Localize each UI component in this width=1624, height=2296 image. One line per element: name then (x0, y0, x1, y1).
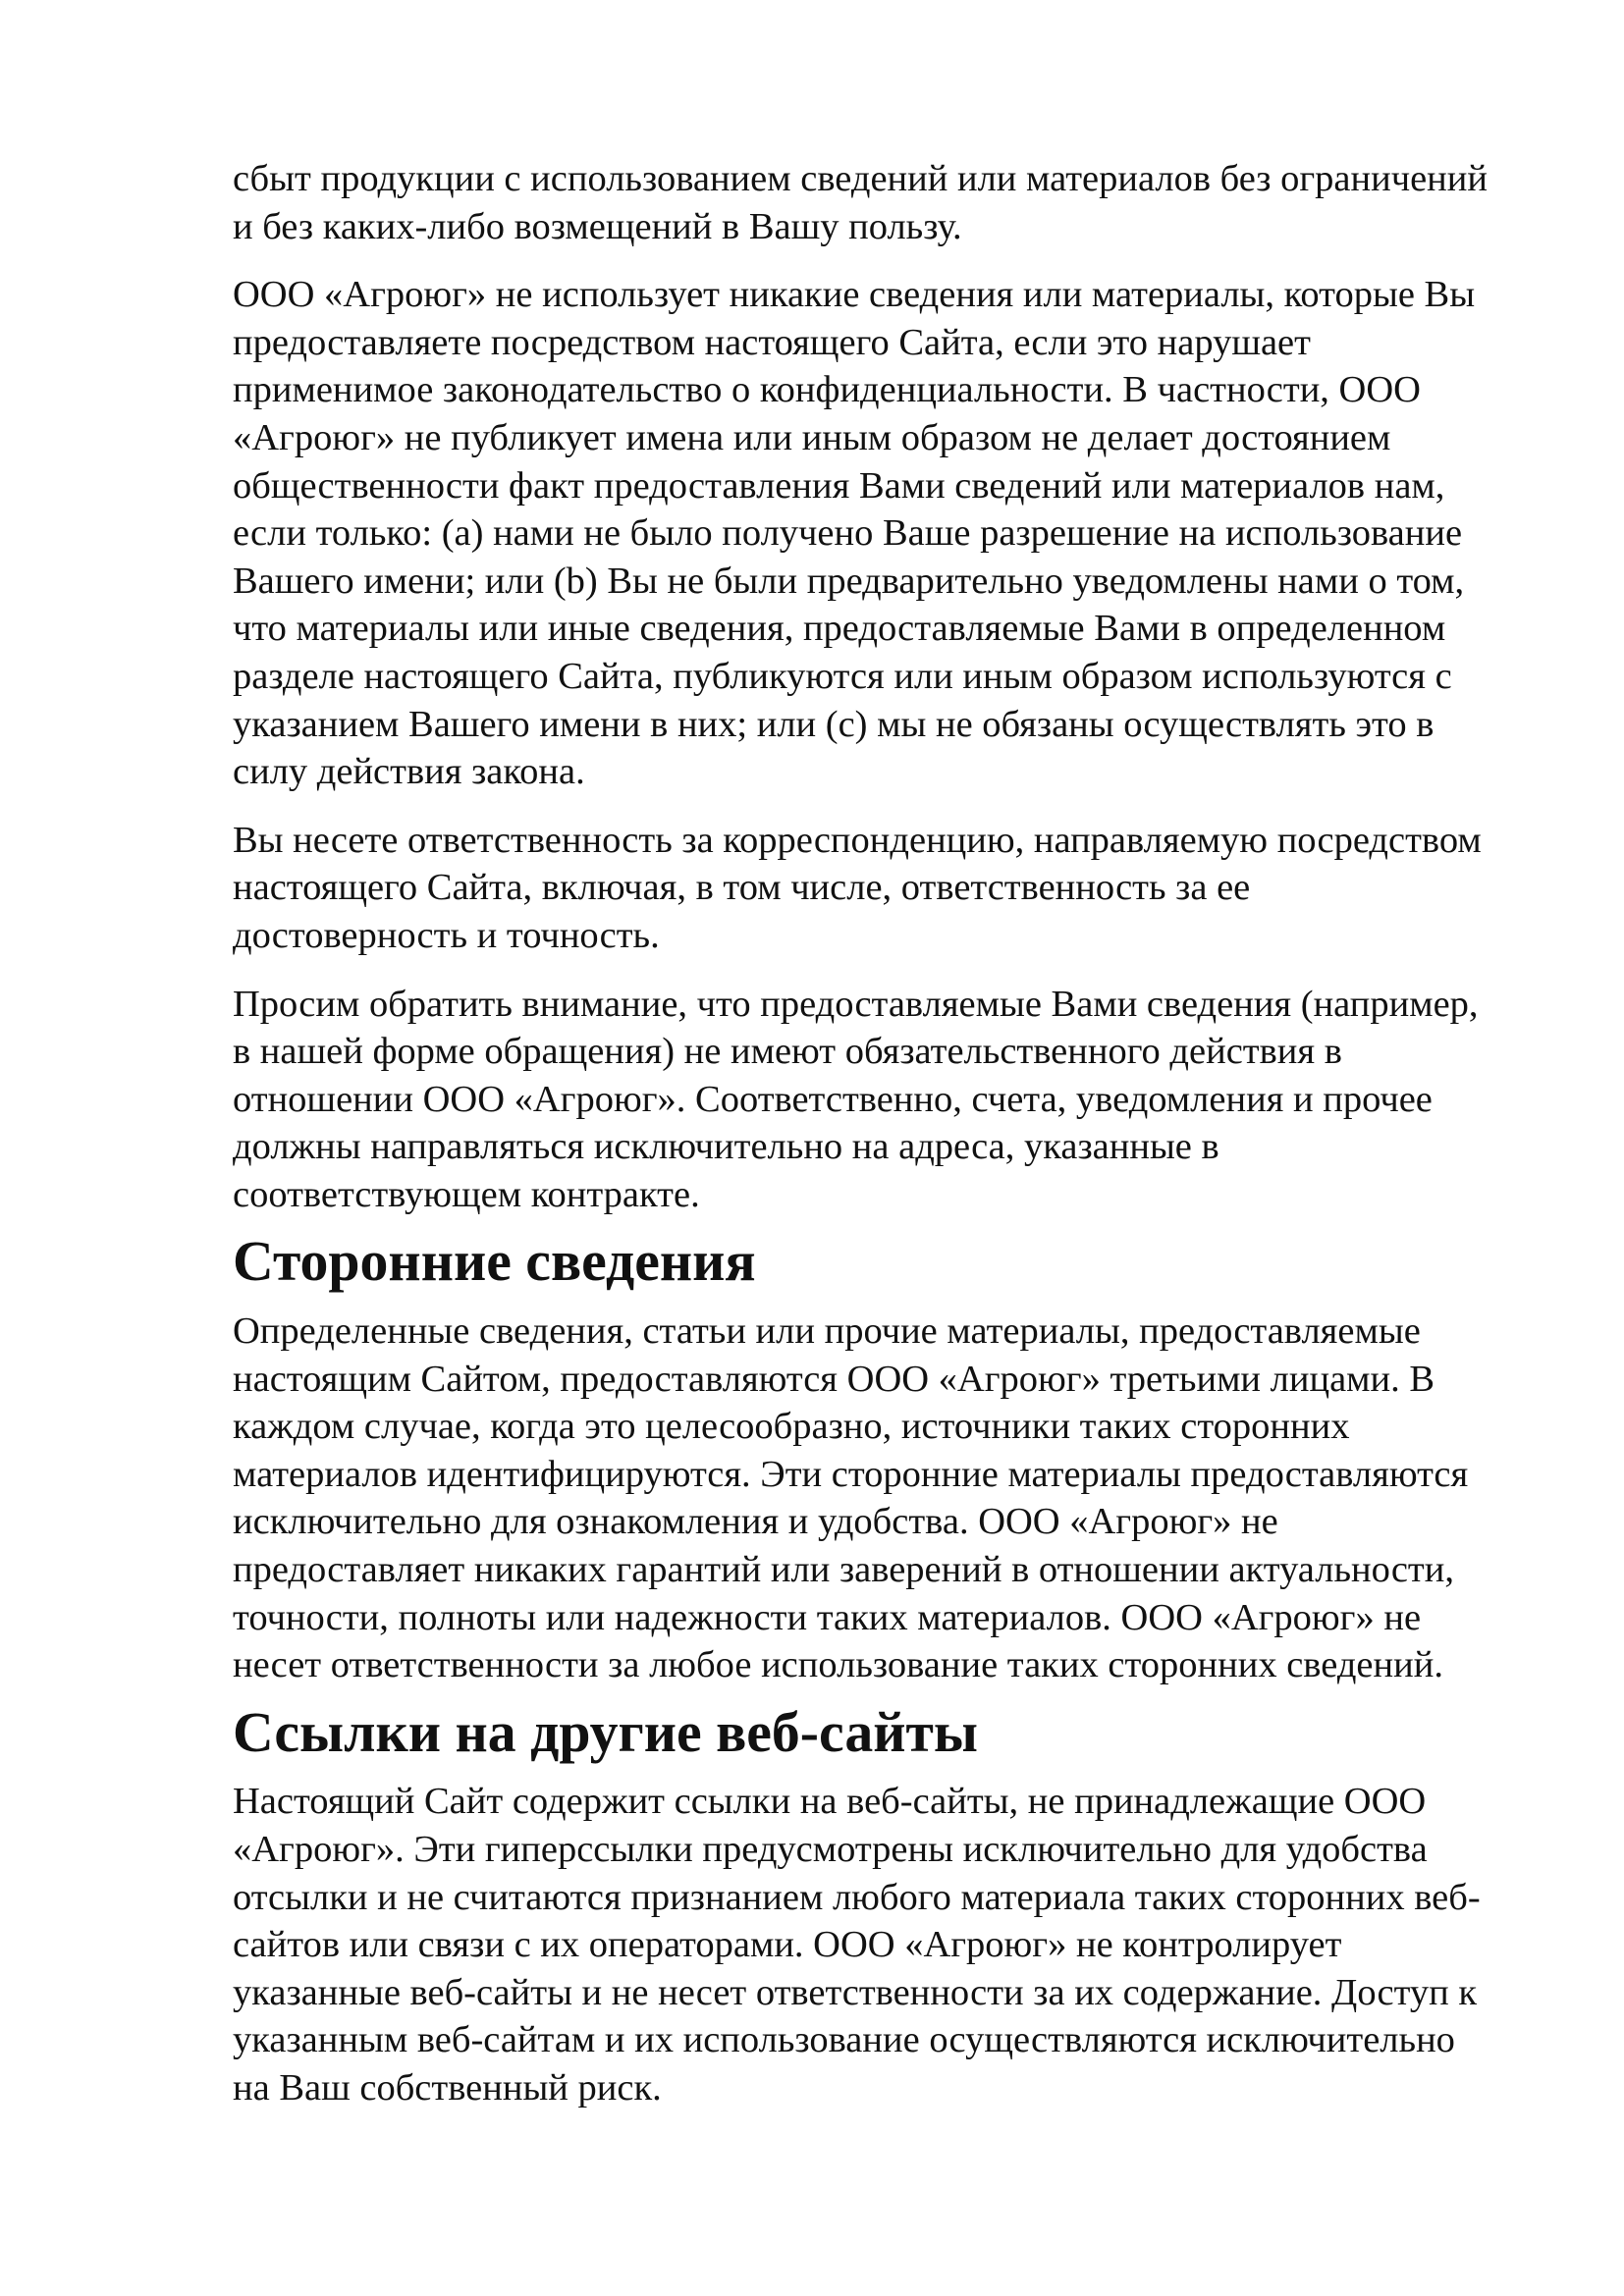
text-line: силу действия закона. (233, 751, 585, 793)
text-line: если только: (a) нами не было получено Ваше разрешение на использование (233, 512, 1463, 555)
section-heading (233, 1701, 1568, 1764)
text-line: отсылки и не считаются признанием любого материала таких сторонних веб- (233, 1876, 1481, 1918)
text-line: Вашего имени; или (b) Вы не были предварительно уведомлены нами о том, (233, 560, 1465, 602)
text-line: Определенные сведения, статьи или прочие материалы, предоставляемые (233, 1310, 1421, 1353)
document-page (233, 155, 1568, 2133)
paragraph (233, 1778, 1568, 2111)
text-line: указанием Вашего имени в них; или (c) мы не обязаны осуществлять это в (233, 703, 1435, 745)
text-line: соответствующем контракте. (233, 1173, 700, 1215)
text-line: что материалы или иные сведения, предоставляемые Вами в определенном (233, 608, 1446, 650)
section-heading (233, 1231, 1568, 1294)
text-line: Просим обратить внимание, что предоставляемые Вами сведения (например, (233, 983, 1479, 1025)
text-line: разделе настоящего Сайта, публикуются или иным образом используются с (233, 655, 1452, 697)
text-line: отношении ООО «Агроюг». Соответственно, счета, уведомления и прочее (233, 1078, 1433, 1120)
text-line: применимое законодательство о конфиденциальности. В частности, ООО (233, 369, 1421, 411)
text-line: сайтов или связи с их операторами. ООО «Агроюг» не контролирует (233, 1924, 1342, 1966)
text-line: Ссылки на другие веб-сайты (233, 1701, 978, 1764)
paragraph (233, 817, 1568, 960)
text-line: каждом случае, когда это целесообразно, источники таких сторонних (233, 1406, 1350, 1448)
text-line: должны направляться исключительно на адреса, указанные в (233, 1126, 1219, 1168)
text-line: указанным веб-сайтам и их использование осуществляются исключительно (233, 2019, 1455, 2061)
text-line: общественности факт предоставления Вами сведений или материалов нам, (233, 464, 1445, 507)
text-line: в нашей форме обращения) не имеют обязательственного действия в (233, 1031, 1342, 1073)
text-line: материалов идентифицируются. Эти сторонние материалы предоставляются (233, 1453, 1469, 1495)
text-line: настоящим Сайтом, предоставляются ООО «Агроюг» третьими лицами. В (233, 1358, 1435, 1400)
text-line: достоверность и точность. (233, 914, 660, 956)
text-line: указанные веб-сайты и не несет ответственности за их содержание. Доступ к (233, 1971, 1478, 2013)
text-line: сбыт продукции с использованием сведений или материалов без ограничений (233, 158, 1488, 199)
text-line: Сторонние сведения (233, 1231, 756, 1294)
text-line: предоставляете посредством настоящего Сайта, если это нарушает (233, 321, 1311, 363)
text-line: исключительно для ознакомления и удобства. ООО «Агроюг» не (233, 1501, 1278, 1543)
text-line: точности, полноты или надежности таких материалов. ООО «Агроюг» не (233, 1596, 1422, 1638)
text-line: предоставляет никаких гарантий или заверений в отношении актуальности, (233, 1549, 1454, 1591)
text-line: Настоящий Сайт содержит ссылки на веб-сайты, не принадлежащие ООО (233, 1781, 1427, 1823)
text-line: и без каких-либо возмещений в Вашу пользу. (233, 205, 962, 247)
text-line: на Ваш собственный риск. (233, 2066, 662, 2109)
text-line: «Агроюг» не публикует имена или иным образом не делает достоянием (233, 416, 1391, 458)
paragraph (233, 271, 1568, 796)
text-line: несет ответственности за любое использование таких сторонних сведений. (233, 1644, 1443, 1686)
paragraph (233, 981, 1568, 1219)
text-line: ООО «Агроюг» не использует никакие сведения или материалы, которые Вы (233, 274, 1476, 316)
paragraph (233, 155, 1568, 250)
text-line: настоящего Сайта, включая, в том числе, ответственность за ее (233, 867, 1251, 909)
paragraph (233, 1308, 1568, 1689)
text-line: «Агроюг». Эти гиперссылки предусмотрены исключительно для удобства (233, 1829, 1428, 1870)
text-line: Вы несете ответственность за корреспонденцию, направляемую посредством (233, 819, 1482, 861)
